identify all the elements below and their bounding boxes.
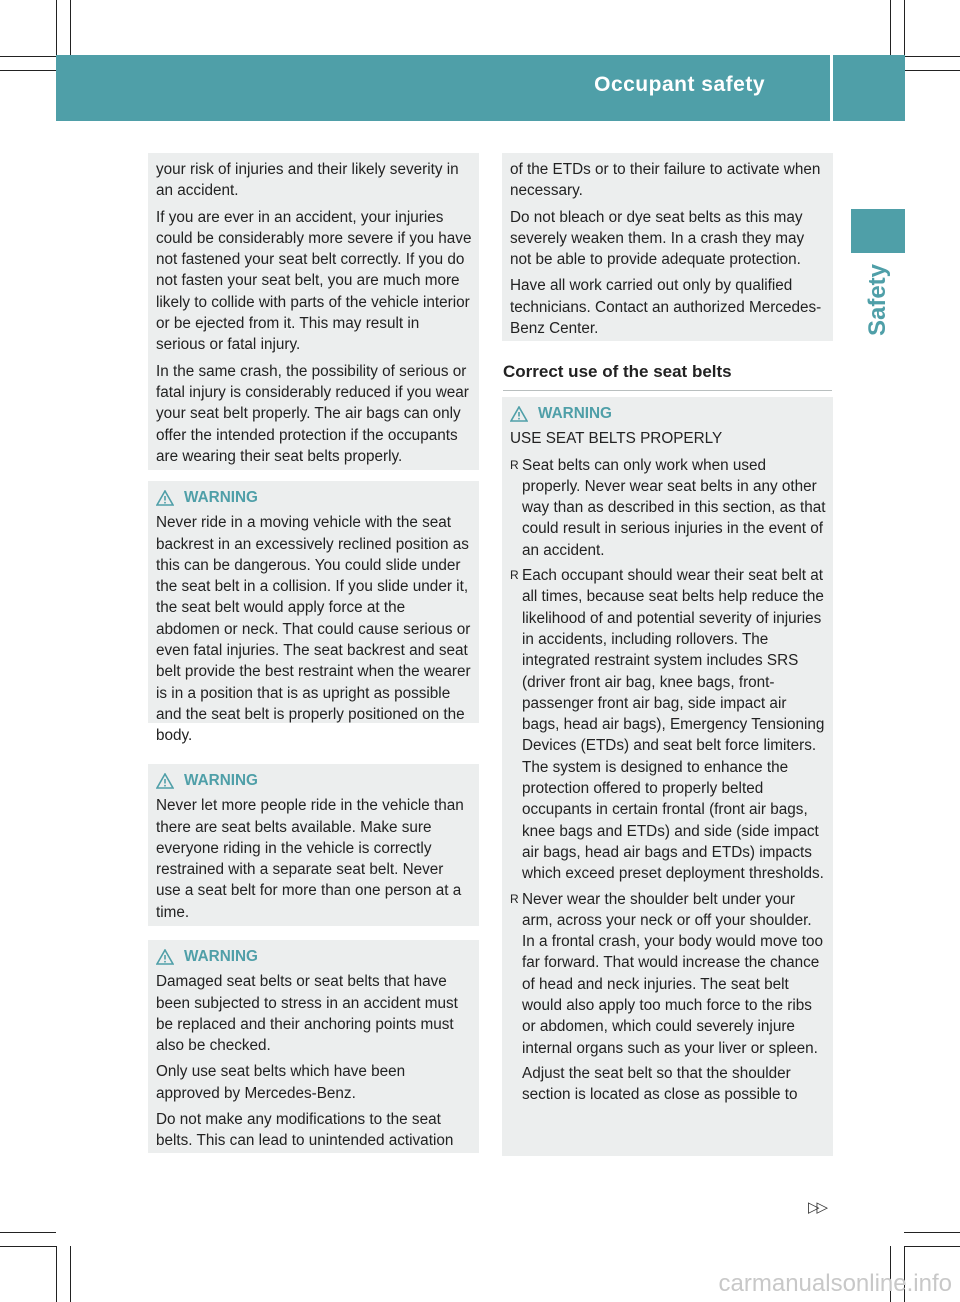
watermark: carmanualsonline.info: [718, 1270, 952, 1297]
warning-box-damaged: [148, 940, 479, 1153]
warning-box-recline: [148, 481, 479, 745]
warning-triangle-icon: [156, 949, 174, 965]
crop-mark: [0, 1232, 56, 1233]
list-item-text: Seat belts can only work when used properly. Never wear seat belts in any other way than as described in this section, as that could result in serious injuries in the event of an accident.: [522, 456, 826, 559]
crop-mark: [56, 0, 57, 56]
warning-subheading: USE SEAT BELTS PROPERLY: [510, 430, 723, 448]
paragraph: of the ETDs or to their failure to activate when necessary.: [510, 161, 821, 200]
warning-heading: [156, 946, 472, 967]
paragraph: your risk of injuries and their likely severity in an accident.: [156, 161, 459, 200]
warning-label: WARNING: [184, 772, 258, 789]
warning-triangle-icon: [156, 490, 174, 506]
bullet-marker: R: [510, 568, 519, 583]
paragraph: Do not bleach or dye seat belts as this may severely weaken them. In a crash they may not be able to provide adequate protection.: [510, 208, 805, 269]
warning-box-proper-use: [502, 397, 833, 1156]
side-tab-text: Safety: [864, 263, 892, 337]
crop-mark: [890, 0, 891, 56]
side-tab-label: [851, 260, 905, 340]
warning-label: WARNING: [184, 948, 258, 965]
paragraph: Do not make any modifications to the seat belts. This can lead to unintended activation: [156, 1111, 454, 1150]
list-item-text: Never wear the shoulder belt under your arm, across your neck or off your shoulder. In a frontal crash, your body would move too far forward. That would increase the chance of head and neck injuries. The seat belt would also apply too much force to the ribs or abdomen, which could severely injure internal organs such as your liver or spleen.: [522, 890, 824, 1057]
crop-mark: [70, 0, 71, 56]
continue-arrow-icon: ▷▷: [808, 1199, 826, 1216]
paragraph: If you are ever in an accident, your injuries could be considerably more severe if you have not fastened your seat belt correctly. If you do not fasten your seat belt, you are much more likely to collide with parts of the vehicle interior or be ejected from it. This may result in serious or fatal injury.: [156, 208, 472, 354]
continued-warning-box: [502, 153, 833, 341]
warning-triangle-icon: [510, 406, 528, 422]
warning-box-people: [148, 764, 479, 926]
list-item: [510, 455, 826, 561]
page-number: 49: [906, 73, 930, 96]
list-item: [510, 889, 826, 1059]
warning-heading: [156, 770, 472, 791]
warning-label: WARNING: [538, 405, 612, 422]
bullet-marker: R: [510, 891, 519, 906]
paragraph: Adjust the seat belt so that the shoulder section is located as close as possible to: [522, 1064, 798, 1104]
crop-mark: [904, 0, 905, 56]
warning-heading: [156, 487, 472, 508]
paragraph: Damaged seat belts or seat belts that have been subjected to stress in an accident must be replaced and their anchoring points must also be checked.: [156, 973, 458, 1055]
bullet-marker: R: [510, 457, 519, 472]
warning-triangle-icon: [156, 773, 174, 789]
crop-mark: [56, 1246, 57, 1302]
side-tab-marker: [851, 209, 905, 253]
paragraph: In the same crash, the possibility of serious or fatal injury is considerably reduced if you wear your seat belt properly. The air bags can only offer the intended protection if the occupants are wearing their seat belts properly.: [156, 362, 469, 465]
list-item-text: Each occupant should wear their seat belt at all times, because seat belts help reduce the likelihood of and potential severity of injuries in accidents, including rollovers. The integrated restraint system includes SRS (driver front air bag, knee bags, front-passenger front air bag, side impact air bags, head air bags), Emergency Tensioning Devices (ETDs) and seat belt force limiters. The system is designed to enhance the protection offered to properly belted occupants in certain frontal (front air bags, knee bags and ETDs) and side (side impact air bags, head air bags and ETDs) impacts which exceed preset deployment thresholds.: [522, 567, 825, 883]
crop-mark: [0, 56, 56, 57]
crop-mark: [70, 1246, 71, 1302]
header-divider: [830, 55, 833, 121]
paragraph: Never ride in a moving vehicle with the seat backrest in an excessively reclined position as this can be dangerous. You could slide under the seat belt in a collision. If you slide under it, the seat belt would apply force at the abdomen or neck. That could cause serious or even fatal injuries. The seat backrest and seat belt provide the best restraint when the wearer is in a position that is as upright as possible and the seat belt is properly positioned on the body.: [156, 514, 471, 745]
crop-mark: [904, 1232, 960, 1233]
crop-mark: [0, 1246, 56, 1247]
warning-label: WARNING: [184, 489, 258, 506]
crop-mark: [904, 1246, 960, 1247]
page-header: [56, 55, 930, 121]
page-title: Occupant safety: [594, 73, 765, 96]
section-heading: Correct use of the seat belts: [503, 362, 832, 391]
warning-heading: [510, 403, 826, 424]
intro-box: [148, 153, 479, 470]
paragraph: Never let more people ride in the vehicle than there are seat belts available. Make sure everyone riding in the vehicle is correctly restrained with a separate seat belt. Never use a seat belt for more than one person at a time.: [156, 797, 464, 921]
paragraph: Only use seat belts which have been approved by Mercedes-Benz.: [156, 1063, 406, 1102]
crop-mark: [0, 70, 56, 71]
list-item: [510, 565, 826, 884]
paragraph: Have all work carried out only by qualified technicians. Contact an authorized Mercedes-Benz Center.: [510, 277, 822, 338]
